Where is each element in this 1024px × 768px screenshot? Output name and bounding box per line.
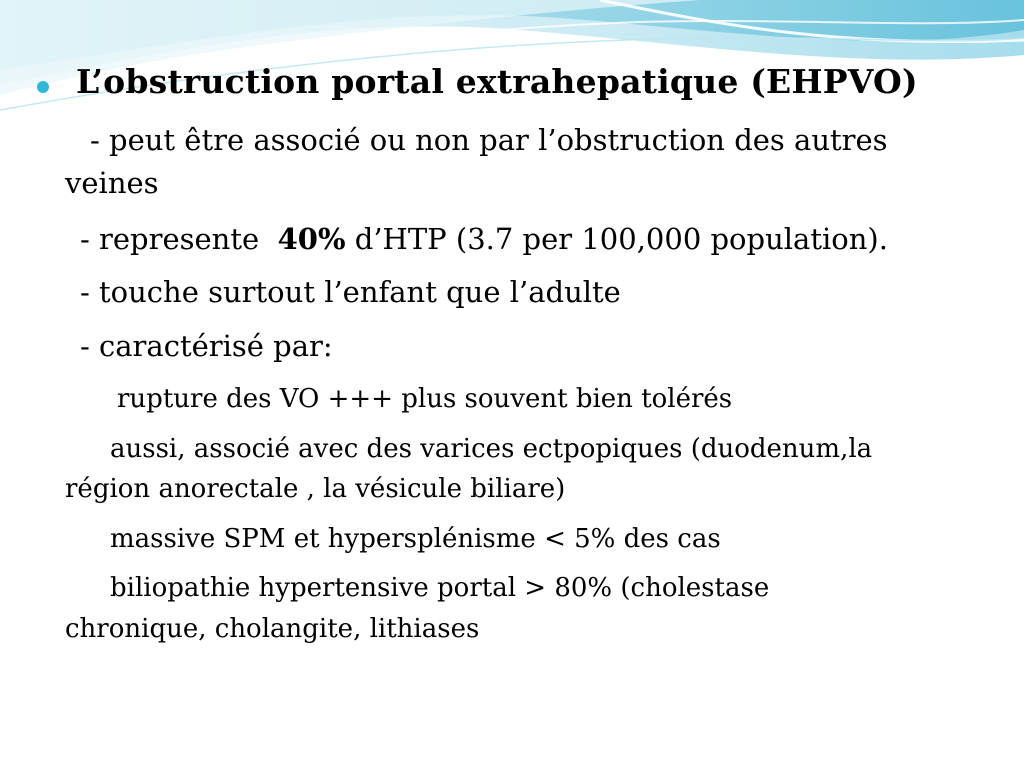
bullet-dot-icon bbox=[37, 81, 49, 93]
text-line: - peut être associé ou non par l’obstruction des autres bbox=[90, 123, 888, 157]
sub-line: aussi, associé avec des varices ectpopiques (duodenum,la bbox=[110, 434, 873, 464]
line2-bold-value: 40% bbox=[277, 222, 346, 256]
sub-line: région anorectale , la vésicule biliare) bbox=[65, 474, 566, 504]
sub-line: massive SPM et hypersplénisme < 5% des cas bbox=[110, 524, 721, 554]
sub-line: biliopathie hypertensive portal > 80% (cholestase bbox=[110, 573, 770, 603]
slide-title: L’obstruction portal extrahepatique (EHPVO) bbox=[76, 62, 918, 101]
line2-prefix: - represente bbox=[80, 222, 260, 256]
text-line: veines bbox=[65, 166, 159, 200]
sub-line: rupture des VO +++ plus souvent bien tolérés bbox=[117, 384, 733, 414]
text-line: - touche surtout l’enfant que l’adulte bbox=[80, 275, 621, 309]
text-line bbox=[80, 222, 888, 257]
line2-suffix: d’HTP (3.7 per 100,000 population). bbox=[354, 222, 888, 256]
sub-line: chronique, cholangite, lithiases bbox=[65, 614, 480, 644]
text-line: - caractérisé par: bbox=[80, 329, 333, 363]
